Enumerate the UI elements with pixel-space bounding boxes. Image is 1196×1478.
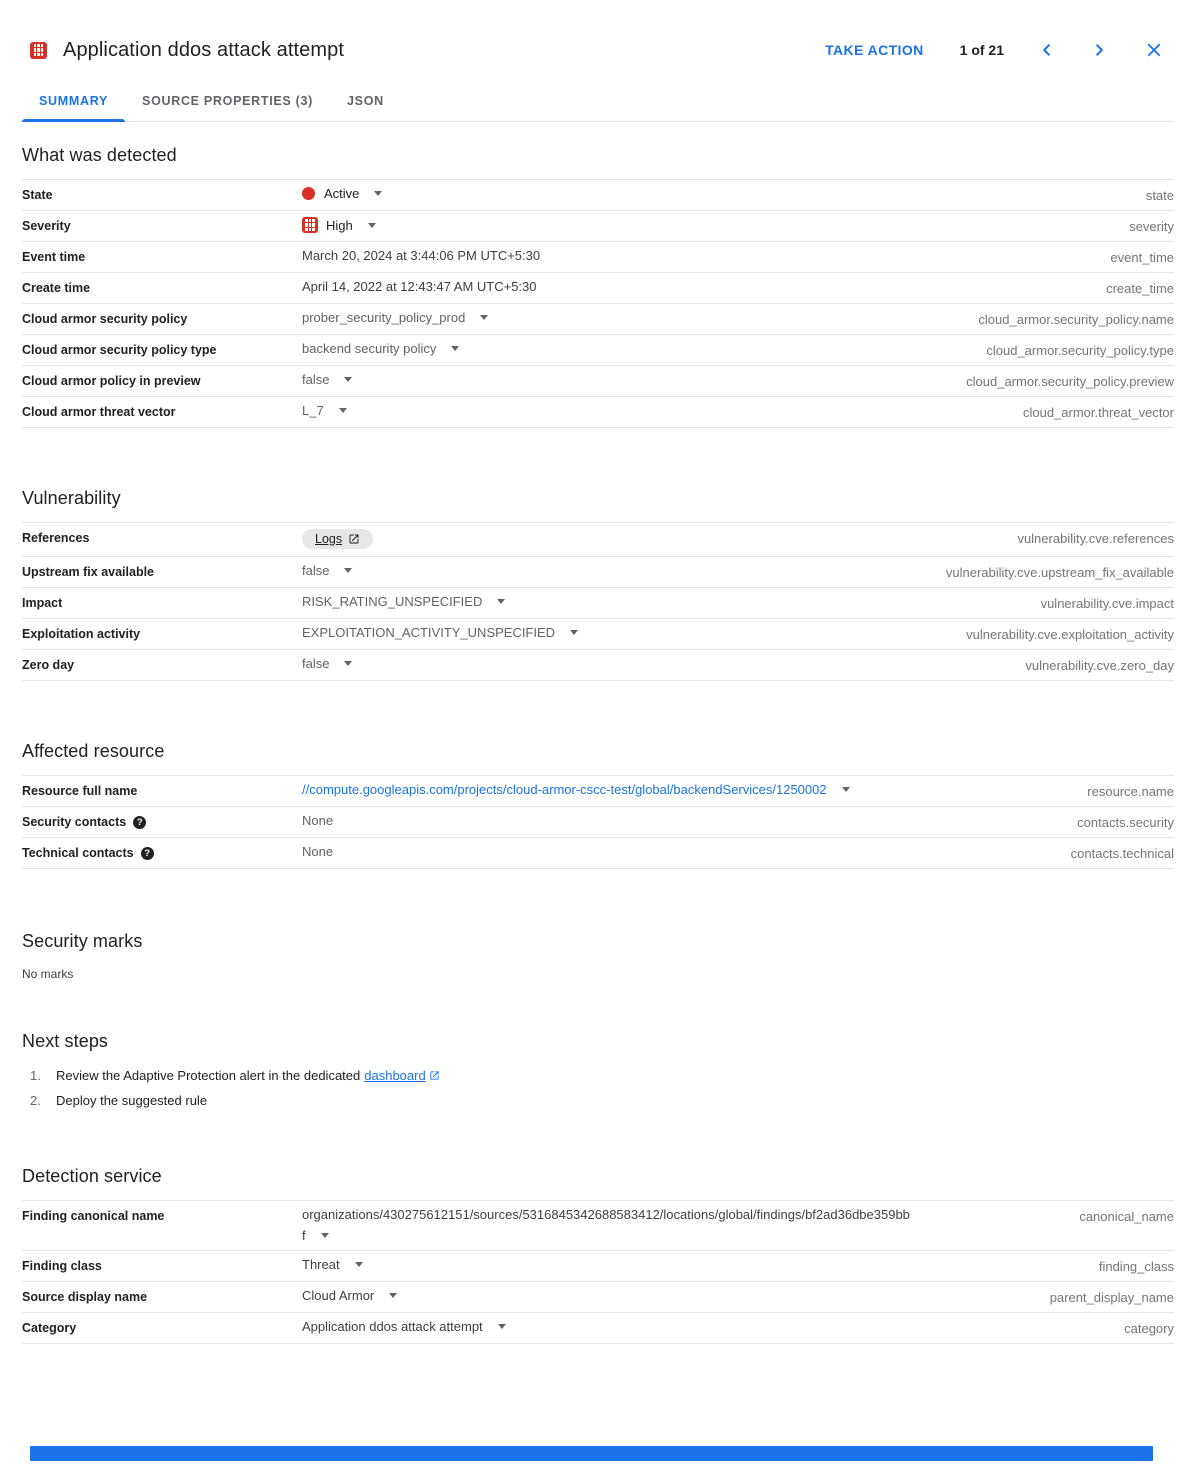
field-label: State <box>22 188 53 202</box>
field-label: Severity <box>22 219 71 233</box>
active-state-icon <box>302 187 315 200</box>
open-in-new-icon <box>429 1070 440 1081</box>
chevron-left-icon <box>1036 40 1056 60</box>
dropdown-arrow-icon[interactable] <box>344 377 352 382</box>
attribute-name: state <box>1145 188 1174 203</box>
section-title: Detection service <box>22 1166 162 1186</box>
field-value: organizations/430275612151/sources/5316845342688583412/locations/global/findings/bf2ad36dbe359bb <box>302 1207 910 1222</box>
row-upstream-fix <box>22 557 1174 588</box>
section-title: Next steps <box>22 1031 109 1051</box>
state-dropdown[interactable]: Active <box>302 186 1130 201</box>
field-label: Event time <box>22 250 86 264</box>
panel-header <box>22 0 1174 62</box>
chevron-right-icon <box>1090 40 1110 60</box>
threat-vector-dropdown[interactable]: L_7 <box>302 403 1007 418</box>
field-label: Technical contacts ? <box>22 844 302 860</box>
attribute-name: contacts.technical <box>1070 846 1174 861</box>
detail-table <box>22 1200 1174 1344</box>
dropdown-arrow-icon[interactable] <box>842 787 850 792</box>
row-finding-class <box>22 1251 1174 1282</box>
take-action-button[interactable]: TAKE ACTION <box>825 42 924 58</box>
list-item: 2. Deploy the suggested rule <box>30 1093 208 1108</box>
detail-table <box>22 522 1174 681</box>
attribute-name: cloud_armor.security_policy.preview <box>966 374 1174 389</box>
attribute-name: cloud_armor.threat_vector <box>1022 405 1174 420</box>
dropdown-arrow-icon[interactable] <box>344 661 352 666</box>
field-label: Create time <box>22 281 91 295</box>
attribute-name: finding_class <box>1098 1259 1174 1274</box>
tab-bar <box>22 82 1174 122</box>
detail-table <box>22 775 1174 869</box>
pagination-counter: 1 of 21 <box>959 42 1004 58</box>
horizontal-scrollbar-thumb[interactable] <box>30 1446 1153 1461</box>
attribute-name: create_time <box>1106 281 1174 296</box>
row-security-policy <box>22 304 1174 335</box>
policy-preview-dropdown[interactable]: false <box>302 372 950 387</box>
policy-type-dropdown[interactable]: backend security policy <box>302 341 970 356</box>
row-policy-preview <box>22 366 1174 397</box>
upstream-fix-dropdown[interactable]: false <box>302 563 930 578</box>
row-zero-day <box>22 650 1174 681</box>
attribute-name: severity <box>1129 219 1174 234</box>
attribute-name: vulnerability.cve.exploitation_activity <box>966 627 1174 642</box>
dropdown-arrow-icon[interactable] <box>339 408 347 413</box>
row-exploitation-activity <box>22 619 1174 650</box>
section-detection-service <box>22 1166 1174 1344</box>
logs-chip-link[interactable]: Logs <box>302 529 373 549</box>
field-label: Upstream fix available <box>22 565 155 579</box>
field-label: References <box>22 531 90 545</box>
dropdown-arrow-icon[interactable] <box>570 630 578 635</box>
next-steps-list <box>22 1068 1174 1108</box>
attribute-name: parent_display_name <box>1049 1290 1174 1305</box>
field-label: Cloud armor policy in preview <box>22 374 201 388</box>
attribute-name: vulnerability.cve.upstream_fix_available <box>945 565 1174 580</box>
row-create-time <box>22 273 1174 304</box>
dropdown-arrow-icon[interactable] <box>374 191 382 196</box>
field-label: Finding canonical name <box>22 1209 165 1223</box>
field-label: Cloud armor threat vector <box>22 405 176 419</box>
high-severity-icon <box>30 42 47 59</box>
section-affected-resource <box>22 741 1174 869</box>
section-vulnerability <box>22 488 1174 681</box>
row-impact <box>22 588 1174 619</box>
page-title: Application ddos attack attempt <box>63 38 345 61</box>
row-event-time <box>22 242 1174 273</box>
dropdown-arrow-icon[interactable] <box>389 1293 397 1298</box>
row-state <box>22 180 1174 211</box>
section-security-marks <box>22 931 1174 981</box>
field-value: April 14, 2022 at 12:43:47 AM UTC+5:30 <box>302 279 537 294</box>
section-title: Security marks <box>22 931 143 951</box>
tab-source-properties[interactable]: SOURCE PROPERTIES (3) <box>142 94 314 108</box>
section-title: What was detected <box>22 145 177 165</box>
header-actions <box>825 38 1166 62</box>
attribute-name: category <box>1124 1321 1174 1336</box>
attribute-name: contacts.security <box>1077 815 1174 830</box>
finding-class-dropdown[interactable]: Threat <box>302 1257 1083 1272</box>
dropdown-arrow-icon[interactable] <box>355 1262 363 1267</box>
open-in-new-icon <box>348 533 360 545</box>
help-icon[interactable]: ? <box>141 847 154 860</box>
row-source-display-name <box>22 1282 1174 1313</box>
field-label: Security contacts ? <box>22 813 302 829</box>
section-title: Affected resource <box>22 741 165 761</box>
field-label: Cloud armor security policy <box>22 312 188 326</box>
canonical-name-dropdown[interactable]: f <box>302 1228 1063 1243</box>
attribute-name: vulnerability.cve.references <box>1017 531 1174 546</box>
row-severity <box>22 211 1174 242</box>
field-value: None <box>302 813 334 828</box>
help-icon[interactable]: ? <box>133 816 146 829</box>
field-label: Category <box>22 1321 77 1335</box>
dropdown-arrow-icon[interactable] <box>498 1324 506 1329</box>
resource-link[interactable]: //compute.googleapis.com/projects/cloud-armor-cscc-test/global/backendServices/1250002 <box>302 782 827 797</box>
security-policy-dropdown[interactable]: prober_security_policy_prod <box>302 310 962 325</box>
section-next-steps <box>22 1031 1174 1108</box>
next-finding-button[interactable] <box>1088 38 1112 62</box>
attribute-name: resource.name <box>1087 784 1174 799</box>
dropdown-arrow-icon[interactable] <box>480 315 488 320</box>
field-label: Impact <box>22 596 63 610</box>
dropdown-arrow-icon[interactable] <box>321 1233 329 1238</box>
severity-dropdown[interactable]: High <box>302 217 1113 233</box>
section-title: Vulnerability <box>22 488 121 508</box>
previous-finding-button[interactable] <box>1034 38 1058 62</box>
dropdown-arrow-icon[interactable] <box>451 346 459 351</box>
close-icon <box>1145 41 1163 59</box>
zero-day-dropdown[interactable]: false <box>302 656 1009 671</box>
row-threat-vector <box>22 397 1174 428</box>
dashboard-link[interactable]: dashboard <box>364 1068 426 1083</box>
field-label: Zero day <box>22 658 75 672</box>
row-category <box>22 1313 1174 1344</box>
attribute-name: cloud_armor.security_policy.type <box>986 343 1174 358</box>
field-value: March 20, 2024 at 3:44:06 PM UTC+5:30 <box>302 248 541 263</box>
high-severity-icon <box>302 217 318 233</box>
dropdown-arrow-icon[interactable] <box>497 599 505 604</box>
attribute-name: canonical_name <box>1079 1209 1174 1224</box>
tab-json[interactable]: JSON <box>347 94 384 108</box>
row-technical-contacts <box>22 838 1174 869</box>
field-label: Resource full name <box>22 784 138 798</box>
exploitation-activity-dropdown[interactable]: EXPLOITATION_ACTIVITY_UNSPECIFIED <box>302 625 950 640</box>
source-display-name-dropdown[interactable]: Cloud Armor <box>302 1288 1034 1303</box>
row-security-contacts <box>22 807 1174 838</box>
field-value: None <box>302 844 334 859</box>
row-security-policy-type <box>22 335 1174 366</box>
category-dropdown[interactable]: Application ddos attack attempt <box>302 1319 1108 1334</box>
impact-dropdown[interactable]: RISK_RATING_UNSPECIFIED <box>302 594 1025 609</box>
row-resource-full-name <box>22 776 1174 807</box>
row-references <box>22 523 1174 557</box>
list-item: 1. Review the Adaptive Protection alert in the dedicated dashboard <box>22 1068 1174 1083</box>
attribute-name: event_time <box>1110 250 1174 265</box>
row-canonical-name <box>22 1201 1174 1251</box>
tab-summary[interactable]: SUMMARY <box>22 82 125 121</box>
no-marks-text: No marks <box>22 967 74 981</box>
detail-table <box>22 179 1174 428</box>
field-label: Source display name <box>22 1290 148 1304</box>
attribute-name: vulnerability.cve.zero_day <box>1025 658 1174 673</box>
field-label: Exploitation activity <box>22 627 141 641</box>
section-what-was-detected <box>22 145 1174 428</box>
dropdown-arrow-icon[interactable] <box>344 568 352 573</box>
close-button[interactable] <box>1142 38 1166 62</box>
attribute-name: cloud_armor.security_policy.name <box>978 312 1174 327</box>
dropdown-arrow-icon[interactable] <box>368 223 376 228</box>
field-label: Finding class <box>22 1259 102 1273</box>
field-label: Cloud armor security policy type <box>22 343 217 357</box>
attribute-name: vulnerability.cve.impact <box>1040 596 1174 611</box>
